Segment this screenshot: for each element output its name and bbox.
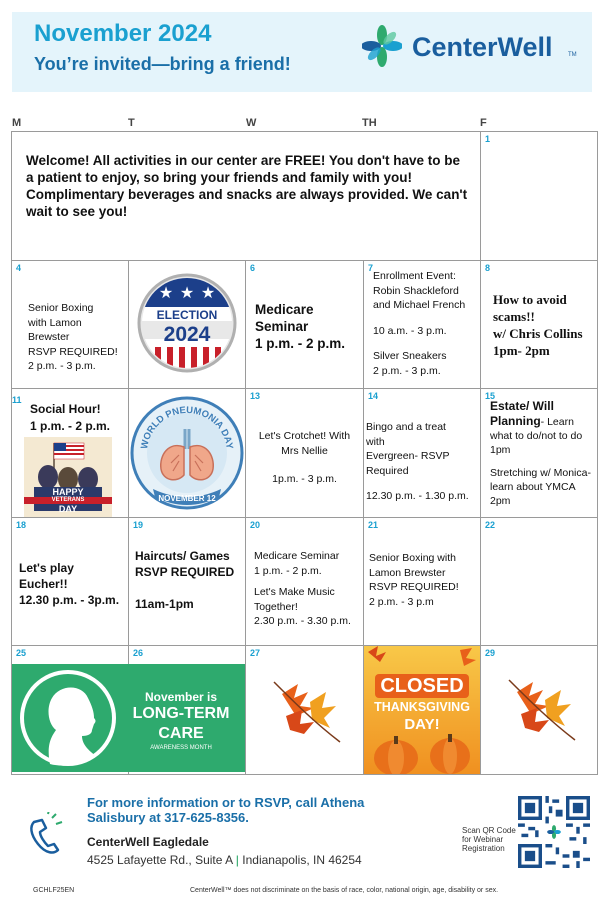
event-line: RSVP REQUIRED!	[369, 581, 459, 593]
event-line: Senior Boxing with	[369, 552, 456, 564]
banner-text	[117, 690, 245, 753]
event-medicare-music	[254, 549, 351, 629]
day-cell-11	[11, 388, 129, 518]
day-cell-6	[245, 260, 364, 389]
event-line: 2pm	[490, 495, 511, 507]
event-line: Lamon Brewster	[369, 566, 446, 579]
center-address	[87, 853, 362, 867]
event-line: Together!	[254, 600, 298, 613]
svg-text:★: ★	[158, 283, 174, 302]
day-number: 19	[133, 520, 144, 530]
closed-line: CLOSED	[375, 674, 468, 698]
election-top-text: ELECTION	[156, 308, 218, 322]
page-title: November 2024	[34, 20, 212, 47]
weekday-mon: M	[12, 117, 22, 129]
veterans-line: HAPPY	[52, 487, 84, 497]
banner-line: AWARENESS MONTH	[150, 745, 212, 751]
event-haircuts	[135, 548, 234, 612]
event-line: Senior Boxing	[28, 302, 94, 314]
event-line: learn about YMCA	[490, 481, 576, 493]
day-cell-4	[11, 260, 129, 389]
day-cell-7	[363, 260, 481, 389]
long-term-care-banner	[12, 664, 245, 772]
event-senior-boxing	[28, 301, 118, 374]
centerwell-logo	[362, 24, 582, 74]
event-line: what to do/not to do	[490, 430, 583, 442]
veterans-line: VETERANS	[24, 497, 112, 504]
weekday-fri: F	[480, 117, 487, 129]
event-line: and Michael French	[373, 299, 466, 311]
event-estate-planning	[490, 399, 598, 508]
qr-code-icon[interactable]	[518, 796, 590, 868]
center-name: CenterWell Eagledale	[87, 835, 209, 849]
event-line: 1 p.m. - 2 p.m.	[30, 419, 111, 433]
closed-text	[364, 674, 480, 734]
address-separator: |	[235, 853, 239, 867]
day-number: 13	[250, 391, 261, 401]
centerwell-flower-icon	[362, 24, 402, 68]
day-cell-22	[480, 517, 598, 646]
day-cell-20	[245, 517, 364, 646]
veterans-day-text	[24, 487, 112, 514]
day-number: 4	[16, 263, 22, 273]
event-line: 2 p.m. - 3 p.m.	[28, 360, 96, 372]
event-line: Seminar	[255, 319, 309, 334]
event-bingo	[366, 420, 469, 504]
event-medicare-seminar	[255, 301, 345, 352]
event-line: Required	[366, 464, 409, 477]
event-line: with Lamon	[28, 316, 82, 329]
event-line: 12.30 p.m. - 1.30 p.m.	[366, 490, 469, 502]
event-line: Medicare Seminar	[254, 550, 340, 562]
day-cell-19	[128, 517, 246, 646]
event-line: Haircuts/ Games	[135, 549, 230, 563]
day-number: 20	[250, 520, 261, 530]
event-line: 12.30 p.m. - 3p.m.	[19, 593, 120, 607]
event-line: Enrollment Event:	[373, 270, 456, 282]
autumn-leaves-icon	[246, 646, 363, 774]
event-line: 11am-1pm	[135, 597, 194, 611]
nondiscrimination-notice: CenterWell™ does not discriminate on the basis of race, color, national origin, age, disability or sex.	[190, 887, 499, 894]
event-line: 1 p.m. - 2 p.m.	[254, 564, 322, 577]
autumn-leaves-icon	[481, 646, 597, 774]
weekday-wed: W	[246, 117, 257, 129]
veterans-line: DAY	[58, 504, 78, 514]
event-line: Let's play	[19, 561, 74, 575]
event-line: 10 a.m. - 3 p.m.	[373, 324, 447, 337]
event-line: - Learn	[540, 416, 574, 428]
event-line: Medicare	[255, 302, 314, 317]
closed-line: THANKSGIVING	[374, 700, 470, 714]
event-social-hour	[30, 401, 110, 435]
event-line: RSVP REQUIRED!	[28, 345, 118, 358]
weekday-thu: TH	[362, 117, 377, 129]
day-cell-27	[245, 645, 364, 775]
event-line: How to avoid	[493, 292, 567, 307]
day-cell-5	[128, 260, 246, 389]
weekday-tue: T	[128, 117, 135, 129]
banner-line: November is	[144, 690, 218, 704]
pneumonia-top-text: WORLD PNEUMONIA DAY	[139, 404, 235, 450]
event-line: Let's Crotchet! With	[258, 430, 351, 442]
day-number: 27	[250, 648, 261, 658]
event-line: Eucher!!	[19, 577, 68, 591]
day-cell-21	[363, 517, 481, 646]
event-line: Robin Shackleford	[373, 284, 459, 297]
event-enrollment	[373, 269, 465, 378]
day-cell-1	[480, 131, 598, 261]
day-number: 14	[368, 391, 379, 401]
day-number: 25	[16, 648, 27, 658]
day-number: 21	[368, 520, 379, 530]
address-street: 4525 Lafayette Rd., Suite A	[87, 853, 233, 867]
event-line: 2 p.m. - 3 p.m	[369, 595, 434, 608]
day-cell-15	[480, 388, 598, 518]
event-title: Estate/ Will	[490, 399, 554, 413]
day-number: 29	[485, 648, 496, 658]
veterans-day-graphic	[24, 437, 112, 517]
event-line: Bingo and a treat	[366, 421, 446, 433]
day-cell-13	[245, 388, 364, 518]
day-number: 6	[250, 263, 256, 273]
welcome-message: Welcome! All activities in our center are FREE! You don't have to be a patient to enjoy, so bring your friends and family with you! Complimentary beverages and snacks are always provided. We can't wait to see you!	[26, 153, 468, 219]
rsvp-info: For more information or to RSVP, call Athena Salisbury at 317-625-8356.	[87, 795, 365, 825]
event-line: Evergreen- RSVP	[366, 450, 450, 462]
event-line: 1pm	[490, 444, 511, 456]
document-code: GCHLF25EN	[33, 887, 75, 894]
banner-line: LONG-TERM CARE	[132, 705, 230, 742]
event-line: 2.30 p.m. - 3.30 p.m.	[254, 615, 351, 627]
day-number: 11	[12, 395, 22, 405]
day-number: 15	[485, 391, 496, 401]
event-avoid-scams	[493, 291, 583, 359]
election-year-text: 2024	[163, 323, 211, 346]
address-city: Indianapolis, IN 46254	[242, 853, 362, 867]
day-number: 8	[485, 263, 491, 273]
day-cell-18	[11, 517, 129, 646]
event-line: Mrs Nellie	[281, 444, 328, 457]
brand-trademark: TM	[568, 52, 577, 58]
day-cell-14	[363, 388, 481, 518]
event-eucher	[19, 560, 119, 608]
day-cell-29	[480, 645, 598, 775]
event-line: Silver Sneakers	[373, 350, 447, 362]
brand-name: CenterWell	[412, 32, 553, 62]
event-line: scams!!	[493, 309, 535, 324]
day-cell-28	[363, 645, 481, 775]
event-line: 2 p.m. - 3 p.m.	[373, 364, 441, 377]
day-cell-8	[480, 260, 598, 389]
event-line: Brewster	[28, 331, 70, 343]
event-line: w/ Chris Collins	[493, 326, 583, 341]
closed-line: DAY!	[404, 716, 440, 733]
closed-thanksgiving-graphic	[364, 646, 480, 774]
svg-text:★: ★	[179, 283, 195, 302]
day-cell-12	[128, 388, 246, 518]
calendar-header	[12, 12, 592, 92]
welcome-cell	[11, 131, 481, 261]
pneumonia-bottom-text: NOVEMBER 12	[158, 494, 216, 503]
world-pneumonia-day-badge	[129, 389, 245, 517]
page-subtitle: You’re invited—bring a friend!	[34, 54, 291, 74]
day-number: 26	[133, 648, 144, 658]
event-line: Stretching w/ Monica-	[490, 467, 591, 479]
event-senior-boxing-2	[369, 551, 459, 609]
svg-text:★: ★	[200, 283, 216, 302]
election-2024-badge	[129, 261, 245, 388]
event-title: Planning	[490, 414, 541, 428]
event-line: RSVP REQUIRED	[135, 565, 235, 579]
qr-label: Scan QR Code for Webinar Registration	[462, 826, 516, 853]
event-line: 1p.m. - 3 p.m.	[272, 473, 337, 485]
day-number: 22	[485, 520, 496, 530]
event-line: Let's Make Music	[254, 586, 335, 598]
event-line: 1pm- 2pm	[493, 343, 550, 358]
day-number: 1	[485, 134, 491, 144]
event-line: with	[366, 435, 385, 448]
event-crochet	[246, 429, 363, 487]
day-number: 7	[368, 263, 374, 273]
phone-icon	[26, 812, 66, 856]
day-number: 18	[16, 520, 27, 530]
event-line: Social Hour!	[30, 402, 101, 416]
event-line: 1 p.m. - 2 p.m.	[255, 336, 346, 351]
